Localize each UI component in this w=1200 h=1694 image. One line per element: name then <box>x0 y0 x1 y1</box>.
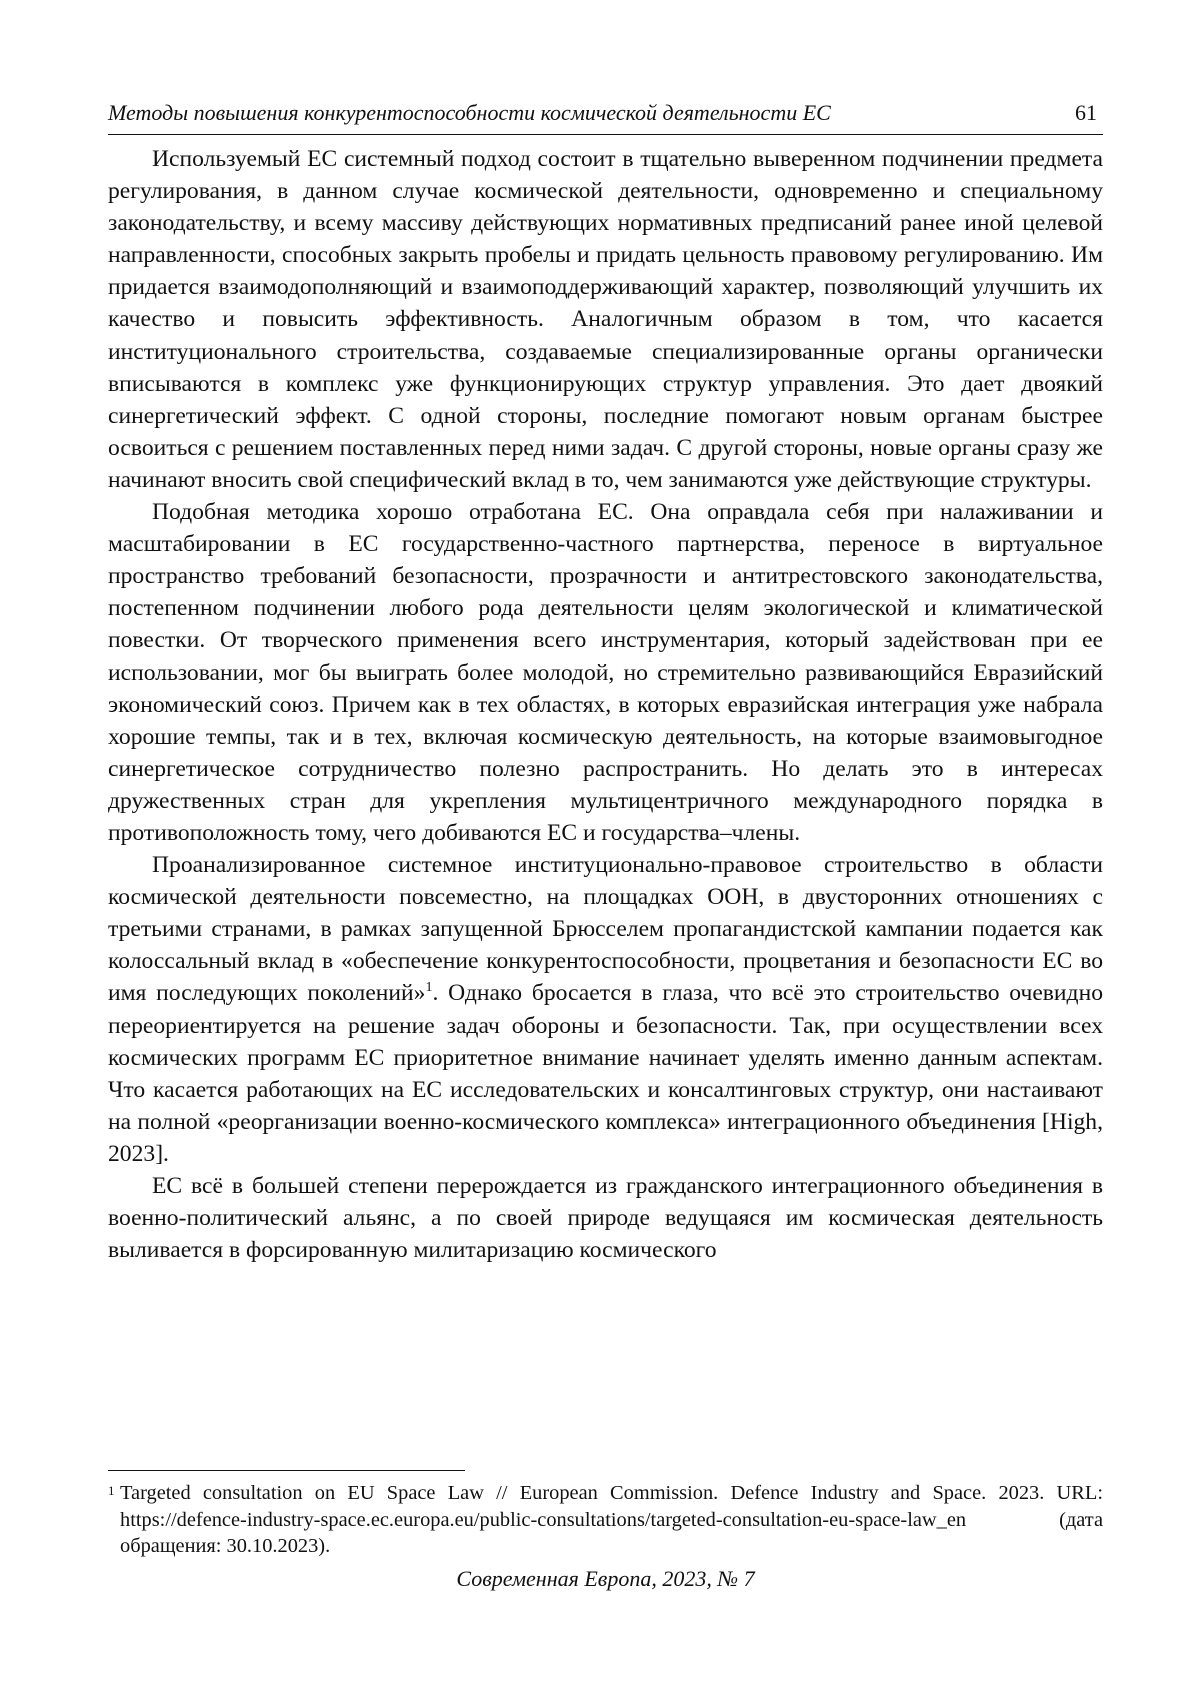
footnote-reference[interactable]: 1 <box>425 980 433 996</box>
paragraph-3-lead: Проанализированное системное институционально-правовое строительство в области космической деятельности повсеместно, на площадках ООН, в двусторонних отношениях с третьими странами, в рамках запущенной Брюсселем пропагандистской кампании подается как колоссальный вклад в «обеспечение конкурентоспособности, процветания и безопасности ЕС во имя последующих поколений» <box>108 852 1103 1007</box>
page-number: 61 <box>1075 100 1097 125</box>
paragraph-2: Подобная методика хорошо отработана ЕС. Она оправдала себя при налаживании и масштабировании в ЕС государственно-частного партнерства, переносе в виртуальное пространство требований безопасности, прозрачности и антитрестовского законодательства, постепенном подчинении любого рода деятельности целям экологической и климатической повестки. От творческого применения всего инструментария, который задействован при ее использовании, мог бы выиграть более молодой, но стремительно развивающийся Евразийский экономический союз. Причем как в тех областях, в которых евразийская интеграция уже набрала хорошие темпы, так и в тех, включая космическую деятельность, на которые взаимовыгодное синергетическое сотрудничество полезно распространить. Но делать это в интересах дружественных стран для укрепления мультицентричного международного порядка в противоположность тому, чего добиваются ЕС и государства–члены. <box>108 499 1103 846</box>
journal-page <box>108 96 1103 1656</box>
footnote-mark: 1 <box>108 1483 115 1498</box>
running-title: Методы повышения конкурентоспособности космической деятельности ЕС <box>108 100 831 125</box>
paragraph-1: Используемый ЕС системный подход состоит в тщательно выверенном подчинении предмета регулирования, в данном случае космической деятельности, одновременно и специальному законодательству, и всему массиву действующих нормативных предписаний ранее иной целевой направленности, способных закрыть пробелы и придать цельность правовому регулированию. Им придается взаимодополняющий и взаимоподдерживающий характер, позволяющий улучшить их качество и повысить эффективность. Аналогичным образом в том, что касается институционального строительства, создаваемые специализированные органы органически вписываются в комплекс уже функционирующих структур управления. Это дает двоякий синергетический эффект. С одной стороны, последние помогают новым органам быстрее освоиться с решением поставленных перед ними задач. С другой стороны, новые органы сразу же начинают вносить свой специфический вклад в то, чем занимаются уже действующие структуры. <box>108 146 1103 493</box>
footnote-separator <box>108 1470 465 1471</box>
running-header <box>108 96 1103 135</box>
paragraph-3-rest: Однако бросается в глаза, что всё это строительство очевидно переориентируется на решение задач обороны и безопасности. Так, при осуществлении всех космических программ ЕС приоритетное внимание начинает уделять именно данным аспектам. Что касается работающих на ЕС исследовательских и консалтинговых структур, они настаивают на полной «реорганизации военно-космического комплекса» интеграционного объединения [High, 2023]. <box>108 980 1103 1167</box>
journal-footer: Современная Европа, 2023, № 7 <box>456 1566 755 1591</box>
footnote <box>108 1480 1103 1560</box>
article-body <box>108 143 1103 1266</box>
paragraph-3-ref-punct: . <box>432 980 439 1007</box>
footnote-text: Targeted consultation on EU Space Law // European Commission. Defence Industry and Space. 2023. URL: https://defence-industry-space.ec.europa.eu/public-consultations/targeted-consultation-eu-space-law_en (дата обращения: 30.10.2023). <box>120 1482 1103 1557</box>
paragraph-3 <box>108 849 1103 1170</box>
paragraph-4: ЕС всё в большей степени перерождается из гражданского интеграционного объединения в военно-политический альянс, а по своей природе ведущаяся им космическая деятельность выливается в форсированную милитаризацию космического <box>108 1173 1103 1264</box>
